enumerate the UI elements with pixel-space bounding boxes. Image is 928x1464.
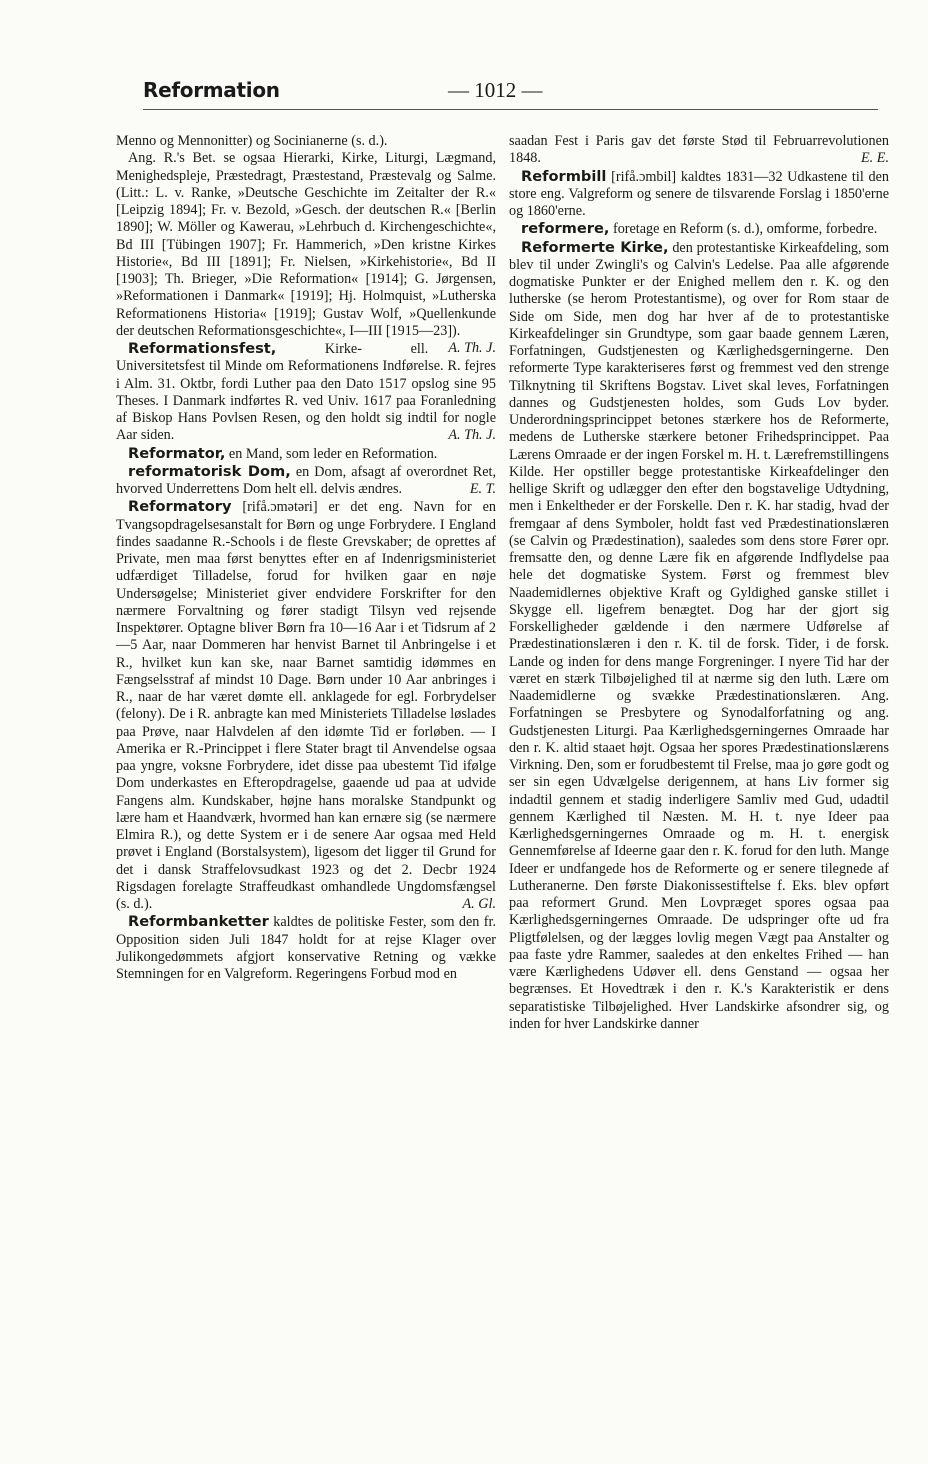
headword: Reformbill xyxy=(521,167,607,185)
headword: reformatorisk Dom, xyxy=(128,462,291,480)
entry-continuation: Menno og Mennonitter) og Socinianerne (s. d.). xyxy=(116,133,388,149)
entry-references: Ang. R.'s Bet. se ogsaa Hierarki, Kirke, Liturgi, Lægmand, Menighedspleje, Præstedragt, Præstestand, Præstevalg og Salme. (Litt.: L. v. Ranke, »Deutsche Geschichte im Zeitalter der R.« [Leipzig 1894]; Fr. v. Bezold, »Gesch. der deutschen R.« [Berlin 1890]; W. Möller og Kawerau, »Lehrbuch d. Kirchengeschichte«, Bd III [Tübingen 1907]; Fr. Hammerich, »Den kristne Kirkes Historie«, Bd III [1891]; Fr. Nielsen, »Kirkehistorie«, Bd II [1903]; Th. Brieger, »Die Reformation« [1914]; G. Jørgensen, »Reformationen i Danmark« [1919]; Hj. Holmquist, »Lutherska Reformationens Historia« [1919]; Gustav Wolf, »Quellenkunde der deutschen Reformationsgeschichte«, I—III [1915—23]). A. Th. J. xyxy=(116,150,496,356)
entry-reformbanketter: Reformbanketter kaldtes de politiske Fester, som den fr. Opposition siden Juli 1847 holdt for at rejse Klager over Julikongedømmets afgjort konservative Retning og vække Stemningen for en Valgreform. Regeringens Forbud mod en xyxy=(116,913,496,982)
page-number: — 1012 — xyxy=(448,78,543,102)
headword: Reformbanketter xyxy=(128,913,269,931)
entry-reformatorisk-dom: reformatorisk Dom, en Dom, afsagt af overordnet Ret, hvorved Underrettens Dom helt ell. delvis ændres. E. T. xyxy=(116,462,496,497)
entry-reformatory: Reformatory [rifå.ɔmətəri] er det eng. Navn for en Tvangsopdragelsesanstalt for Børn og unge Forbrydere. I England findes saadanne R.-Schools i de fleste Grevskaber; de oprettes af Private, men maa først benyttes efter en af Indenrigsministeriet udfærdiget Tilladelse, forud for hvilken gaar en nøje Undersøgelse; Ministeriet giver endvidere Forskrifter for den nærmere Forvaltning og fører stadigt Tilsyn ved rejsende Inspektører. Optagne bliver Børn fra 10—16 Aar i et Tidsrum af 2—5 Aar, naar Dommeren har henvist Barnet til Anbringelse i et R., hvilket kun kan ske, naar Barnet samtidig idømmes en Fængselsstraf af mindst 10 Dage. Børn under 10 Aar anbringes i R., naar de har været dømte ell. anklagede for egl. Forbrydelser (felony). De i R. anbragte kan med Ministeriets Tilladelse løslades paa Prøve, naar Halvdelen af den idømte Tid er forløben. — I Amerika er R.-Princippet i flere Stater bragt til Anvendelse ogsaa paa yngre, voksne Forbrydere, idet disse paa ubestemt Tid ifølge Dom underkastes en Efteropdragelse, gaaende ud paa at udvide Fangens alm. Kundskaber, højne hans moralske Standpunkt og lære ham et Haandværk, hvormed han kan ernære sig (se nærmere Elmira R.), og dette System er i de senere Aar ogsaa med Held prøvet i England (Borstalsystem), ligesom det ligger til Grund for det i dansk Straffelovsudkast 1923 og det 2. Decbr 1924 Rigsdagen forelagte Straffeudkast omhandlede Ungdomsfængsel (s. d.). A. Gl. xyxy=(116,498,496,912)
entry-reformere: reformere, foretage en Reform (s. d.), omforme, forbedre. xyxy=(521,220,878,238)
author-signature: A. Th. J. xyxy=(448,427,496,444)
entry-reformbill: Reformbill [rifå.ɔmbil] kaldtes 1831—32 Udkastene til den store eng. Valgreform og senere de tilsvarende Forslag i 1850'erne og 1860'erne. xyxy=(509,167,889,219)
author-signature: E. E. xyxy=(861,150,889,167)
author-signature: E. T. xyxy=(469,481,496,497)
right-column xyxy=(509,133,889,1033)
headword: reformere, xyxy=(521,220,610,238)
entry-continuation: saadan Fest i Paris gav det første Stød til Februarrevolutionen 1848. E. E. xyxy=(509,133,889,167)
left-column xyxy=(116,133,496,983)
author-signature: A. Th. J. xyxy=(448,340,496,356)
headword: Reformatory xyxy=(128,498,232,516)
headword: Reformator, xyxy=(128,444,226,462)
headword: Reformationsfest, xyxy=(128,340,277,357)
entry-reformator: Reformator, en Mand, som leder en Reformation. xyxy=(128,444,438,462)
headword: Reformerte Kirke, xyxy=(521,238,669,256)
entry-reformerte-kirke: Reformerte Kirke, den protestantiske Kirkeafdeling, som blev til under Zwingli's og Calvin's Ledelse. Paa alle afgørende dogmatiske Punkter er der Enighed mellem den r. K. og den lutherske (se herom Protestantisme), og over for Rom staar de Side om Side, men dog har hver af de to protestantiske Kirkeafdelinger sin Grundtype, som gaar baade gennem Læren, Forfatningen, Gudstjenesten og Kærlighedsgerningerne. Den reformerte Type karakteriseres først og fremmest ved den strenge Tilknytning til Skriftens Bogstav. Livet skal leves, Forfatningen dannes og Gudstjenesten holdes, som Guds Lov byder. Underordningsprincippet betones stærkere hos de Reformerte, medens de Lutherske stærkere betoner Frihedsprincippet. Paa Lærens Omraade er der ingen Forskel m. H. t. Lærefremstillingens Kilde. Her opstiller begge protestantiske Kirkeafdelinger den hellige Skrift og udlægger den efter den bogstavelige Udtydning, men i Enkeltheder er der Forskelle. Den r. K. har stadig, hvad der fremgaar af dens Symboler, holdt fast ved Prædestinationslæren (se Calvin og Prædestination), saaledes som dens store Fører opr. fremsatte den, og denne Lære fik en afgørende Indflydelse paa hele det dogmatiske System. Først og fremmest blev Naademidlernes objektive Kraft og Gyldighed ganske stillet i Skygge ell. ligefrem benægtet. Dog har der gjort sig Forskelligheder gældende i den nærmere Udførelse af Prædestinationslæren i den r. K. til de forsk. Tider, i de forsk. Lande og inden for dens mange Forgreninger. I nyere Tid har der været en stærk Tilbøjelighed til at nærme sig den luth. Lære om Naademidlerne og svække Prædestinationslæren. Ang. Forfatningen se Presbytere og Synodalforfatning og ang. Gudstjenesten Liturgi. Paa Kærlighedsgerningernes Omraade har den r. K. altid staaet højt. Ogsaa her spores Prædestinationslærens Virkning. Den, som er forudbestemt til Frelse, maa jo gøre godt og ser sin egen Udvælgelse derigennem, at hans Liv former sig indadtil gennem et stadig inderligere Samliv med Gud, udadtil gennem Kærlighed til Næsten. M. H. t. nye Ideer paa Kærlighedsgerningernes Omraade og m. H. t. energisk Gennemførelse af Ideerne gaar den r. K. forud for den luth. Mange Ideer er undfangede hos de Reformerte og er senere tilegnede af Lutheranerne. Den første Diakonissestiftelse f. Eks. blev opført paa reformert Grund. Men Lovpræget spores ogsaa paa Kærlighedsgerningernes Omraade. De udspringer ofte ud fra Pligtfølelsen, og der lægges lovlig megen Vægt paa Anstalter og paa faste ydre Rammer, saaledes at den enkeltes Frihed — han være Kærlighedens Udøver ell. dens Genstand — ogsaa her begrænses. Et Hovedtræk i den r. K.'s Karakteristik er dens separatistiske Tilbøjelighed. Hver Landskirke afsondrer sig, og inden for hver Landskirke danner xyxy=(509,238,889,1032)
entry-reformationsfest: Reformationsfest, Kirke- ell. Universitetsfest til Minde om Reformationens Indførelse. R. fejres i Alm. 31. Oktbr, fordi Luther paa den Dato 1517 opslog sine 95 Theses. I Danmark indførtes R. ved Univ. 1617 paa Foranledning af Biskop Hans Povlsen Resen, og den holdt sig indtil for nogle Aar siden. A. Th. J. xyxy=(116,340,496,444)
author-signature: A. Gl. xyxy=(462,896,496,912)
header-rule xyxy=(143,109,878,110)
running-head: Reformation xyxy=(143,78,280,102)
page-header xyxy=(143,78,878,112)
